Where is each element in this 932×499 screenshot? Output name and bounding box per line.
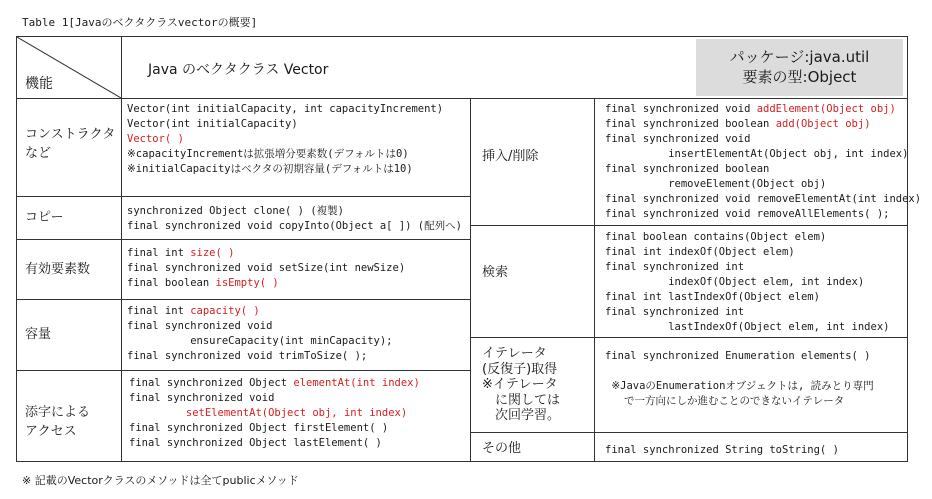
row-label-constructor (25, 125, 115, 163)
row-label-insert-delete (482, 147, 538, 166)
vector-overview-table (16, 36, 922, 462)
row-label-copy (25, 208, 63, 227)
corner-label: 機能 (25, 76, 53, 92)
code-line (605, 207, 921, 222)
code-text: final synchronized void (605, 103, 757, 115)
method-highlight: size( ) (190, 247, 235, 259)
left-row-divider (17, 370, 470, 371)
label-line: 容量 (25, 327, 52, 342)
right-row-divider (470, 225, 907, 226)
code-text: final synchronized void (129, 392, 275, 404)
label-line: 挿入/削除 (482, 149, 539, 164)
code-text: ※capacityIncrementは拡張増分要素数(デフォルトは0) (127, 148, 409, 160)
row-label-search (482, 263, 508, 282)
code-text: final boolean (127, 277, 216, 289)
code-cell-capacity (127, 304, 393, 364)
code-line (129, 406, 420, 421)
code-line (127, 319, 393, 334)
code-cell-constructor (127, 102, 443, 177)
label-line: ※イテレータ (482, 377, 558, 392)
label-line: コピー (25, 210, 64, 225)
code-line (605, 290, 889, 305)
right-row-divider (470, 337, 907, 338)
code-text: ※JavaのEnumerationオブジェクトは, 読みとり専門 (605, 380, 874, 392)
code-text: final synchronized int (605, 261, 745, 273)
code-text: final synchronized void copyInto(Object a[ ]) (配列へ) (127, 220, 462, 232)
left-label-divider (121, 98, 122, 461)
code-line (127, 276, 405, 291)
right-label-divider (594, 98, 595, 461)
code-line (605, 192, 921, 207)
label-line: アクセス (25, 424, 77, 439)
code-text: final int (127, 305, 191, 317)
code-text: removeElement(Object obj) (605, 178, 827, 190)
code-cell-insert-delete (605, 102, 921, 222)
code-line (605, 132, 921, 147)
code-line (605, 305, 889, 320)
method-highlight: add(Object obj) (775, 118, 871, 130)
code-text: final synchronized Object firstElement( ) (129, 422, 389, 434)
code-cell-size (127, 246, 405, 291)
code-line (127, 147, 443, 162)
left-row-divider (17, 299, 470, 300)
method-highlight: capacity( ) (190, 305, 260, 317)
label-line: イテレータ (482, 346, 547, 361)
label-line: コンストラクタ (25, 127, 116, 142)
code-line (127, 132, 443, 147)
code-cell-search (605, 230, 889, 335)
left-row-divider (17, 239, 470, 240)
code-line (129, 391, 420, 406)
code-text: indexOf(Object elem, int index) (605, 276, 865, 288)
method-highlight: elementAt(int index) (293, 377, 420, 389)
code-line (127, 334, 393, 349)
package-line: パッケージ:java.util (729, 48, 870, 66)
code-line (127, 246, 405, 261)
label-line: 有効要素数 (25, 262, 91, 277)
code-line (605, 177, 921, 192)
code-text: Vector(int initialCapacity) (127, 118, 298, 130)
label-line: など (25, 146, 52, 161)
code-text: final synchronized void removeAllElements( ); (605, 208, 890, 220)
code-text: final synchronized boolean (605, 118, 776, 130)
code-line (605, 260, 889, 275)
code-text: final boolean contains(Object elem) (605, 231, 827, 243)
label-line: 添字による (25, 405, 91, 420)
table-header (17, 37, 907, 99)
code-line (605, 230, 889, 245)
code-text: final synchronized int (605, 306, 745, 318)
code-text: insertElementAt(Object obj, int index) (605, 148, 909, 160)
code-text: Vector(int initialCapacity, int capacityIncrement) (127, 103, 444, 115)
label-line: その他 (482, 441, 522, 456)
code-text: final synchronized boolean (605, 163, 770, 175)
code-line (605, 379, 874, 394)
code-text: final synchronized void removeElementAt(int index) (605, 193, 922, 205)
code-line (605, 245, 889, 260)
code-line (127, 261, 405, 276)
label-line: 検索 (482, 265, 509, 280)
center-divider (470, 98, 471, 461)
code-cell-other (605, 443, 839, 458)
method-highlight: Vector( ) (127, 133, 184, 145)
code-line (127, 349, 393, 364)
label-line: 次回学習。 (482, 408, 561, 423)
code-text: final synchronized String toString( ) (605, 444, 839, 456)
code-text: final synchronized void (127, 320, 273, 332)
code-text: final synchronized Enumeration elements( ) (605, 350, 871, 362)
row-label-capacity (25, 325, 51, 344)
label-line: に関しては (482, 392, 561, 408)
code-text: ensureCapacity(int minCapacity); (127, 335, 393, 347)
code-line (605, 102, 921, 117)
code-cell-iterator (605, 349, 874, 409)
code-line (129, 421, 420, 436)
code-text: final synchronized void trimToSize( ); (127, 350, 368, 362)
code-text: lastIndexOf(Object elem, int index) (605, 321, 890, 333)
code-cell-copy (127, 204, 462, 234)
code-line (605, 147, 921, 162)
row-label-index-access (25, 403, 90, 441)
row-label-iterator (482, 346, 560, 424)
code-text: final int (127, 247, 191, 259)
code-cell-index-access (129, 376, 420, 451)
code-line (127, 117, 443, 132)
left-row-divider (17, 196, 470, 197)
code-text: final int indexOf(Object elem) (605, 246, 795, 258)
corner-cell (17, 37, 122, 98)
footnote: ※ 記載のVectorクラスのメソッドは全てpublicメソッド (22, 474, 299, 487)
code-line (605, 364, 874, 379)
code-line (127, 102, 443, 117)
code-line (127, 204, 462, 219)
code-line (127, 304, 393, 319)
method-highlight: isEmpty( ) (215, 277, 279, 289)
code-line (605, 162, 921, 177)
row-label-other (482, 439, 521, 458)
table-caption: Table 1[Javaのベクタクラスvectorの概要] (22, 16, 258, 29)
code-text: final int lastIndexOf(Object elem) (605, 291, 820, 303)
code-text: synchronized Object clone( ) (複製) (127, 205, 344, 217)
right-row-divider (470, 432, 907, 433)
code-text: final synchronized Object (129, 377, 294, 389)
code-text: で一方向にしか進むことのできないイテレータ (605, 395, 845, 407)
row-label-size (25, 260, 90, 279)
code-text: final synchronized void setSize(int newSize) (127, 262, 406, 274)
code-text: final synchronized void (605, 133, 751, 145)
label-line: (反復子)取得 (482, 361, 558, 377)
code-line (605, 320, 889, 335)
code-line (605, 394, 874, 409)
code-line (605, 275, 889, 290)
code-line (605, 443, 839, 458)
element-type-line: 要素の型:Object (742, 68, 857, 86)
code-text: final synchronized Object lastElement( ) (129, 437, 382, 449)
code-line (605, 117, 921, 132)
code-line (129, 436, 420, 451)
code-line (127, 219, 462, 234)
method-highlight: addElement(Object obj) (756, 103, 896, 115)
code-line (605, 349, 874, 364)
code-line (127, 162, 443, 177)
code-line (129, 376, 420, 391)
package-info-box (696, 39, 903, 96)
code-text: ※initialCapacityはベクタの初期容量(デフォルトは10) (127, 163, 413, 175)
code-text (129, 407, 186, 419)
method-highlight: setElementAt(Object obj, int index) (185, 407, 408, 419)
table-title: Java のベクタクラス Vector (148, 62, 329, 78)
